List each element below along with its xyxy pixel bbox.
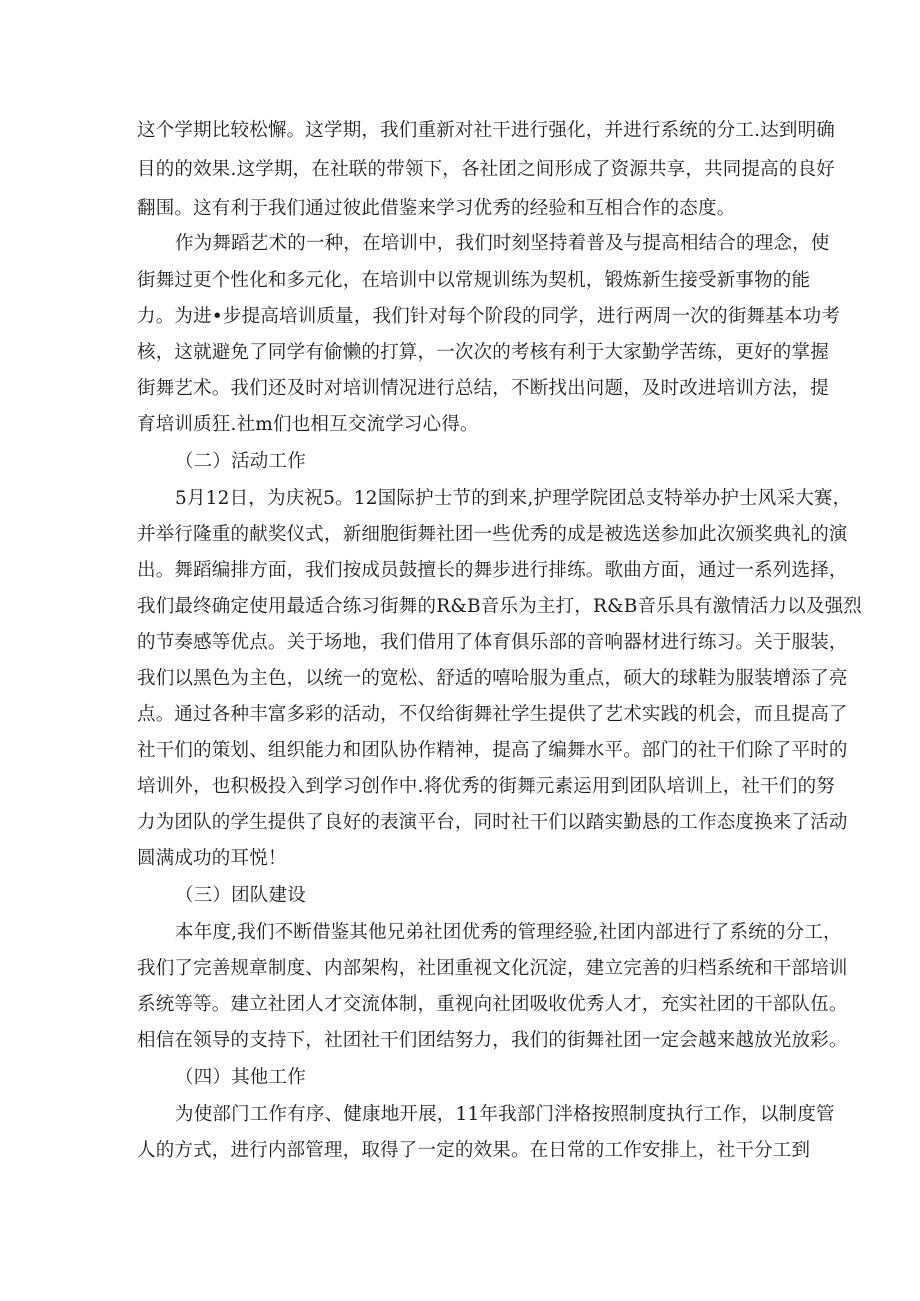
text-line: 圆满成功的耳悦！ bbox=[137, 848, 287, 869]
text-line: 目的的效果.这学期，在社联的带领下，各社团之间形成了资源共享，共同提高的良好 bbox=[137, 159, 835, 180]
paragraph-first-line: 5月12日，为庆祝5。12国际护士节的到来,护理学院团总支特举办护士风采大赛， bbox=[175, 488, 852, 509]
text-line: 这个学期比较松懈。这学期，我们重新对社干进行强化，并进行系统的分工.达到明确 bbox=[137, 120, 835, 141]
paragraph-first-line: 作为舞蹈艺术的一种，在培训中，我们时刻坚持着普及与提高相结合的理念，使 bbox=[175, 233, 830, 254]
text-line: 我们以黑色为主色，以统一的宽松、舒适的嘻哈服为重点，硕大的球鞋为服装增添了亮 bbox=[137, 668, 848, 689]
text-line: 的节奏感等优点。关于场地，我们借用了体育俱乐部的音响器材进行练习。关于服装， bbox=[137, 632, 848, 653]
section-heading: （三）团队建设 bbox=[175, 885, 306, 906]
text-line: 我们了完善规章制度、内部架构，社团重视文化沉淀，建立完善的归档系统和干部培训 bbox=[137, 958, 848, 979]
text-line: 社干们的策划、组织能力和团队协作精神，提高了编舞水平。部门的社干们除了平时的 bbox=[137, 740, 848, 761]
text-line: 并举行隆重的献奖仪式，新细胞街舞社团一些优秀的成是被选送参加此次颁奖典礼的演 bbox=[137, 524, 848, 545]
text-line: 街舞艺术。我们还及时对培训情况进行总结，不断找出问题，及时改进培训方法，提 bbox=[137, 378, 829, 399]
text-line: 翻围。这有利于我们通过彼此借鉴来学习优秀的经验和互相合作的态度。 bbox=[137, 198, 736, 219]
paragraph-first-line: 为使部门工作有序、健康地开展，11年我部门泮格按照制度执行工作，以制度管 bbox=[175, 1104, 835, 1125]
text-line: 育培训质狂.社m们也相互交流学习心得。 bbox=[137, 414, 479, 435]
section-heading: （四）其他工作 bbox=[175, 1067, 306, 1088]
text-line: 核，这就避免了同学有偷懒的打算，一次次的考核有利于大家勤学苦练，更好的掌握 bbox=[137, 342, 829, 363]
text-line: 培训外，也积极投入到学习创作中.将优秀的街舞元素运用到团队培训上，社干们的努 bbox=[137, 776, 835, 797]
text-line: 我们最终确定使用最适合练习街舞的R&B音乐为主打，R&B音乐具有激情活力以及强烈 bbox=[137, 596, 862, 617]
text-line: 系统等等。建立社团人才交流体制，重视向社团吸收优秀人才，充实社团的干部队伍。 bbox=[137, 994, 848, 1015]
text-line: 力。为进•步提高培训质量，我们针对每个阶段的同学，进行两周一次的街舞基本功考 bbox=[137, 306, 841, 327]
text-line: 出。舞蹈编排方面，我们按成员鼓擅长的舞步进行排练。歌曲方面，通过一系列选择， bbox=[137, 560, 848, 581]
text-line: 街舞过更个性化和多元化，在培训中以常规训练为契机，锻炼新生接受新事物的能 bbox=[137, 270, 811, 291]
text-line: 力为团队的学生提供了良好的表演平台，同时社干们以踏实勤恳的工作态度换来了活动 bbox=[137, 812, 848, 833]
paragraph-first-line: 本年度,我们不断借鉴其他兄弟社团优秀的管理经验,社团内部进行了系统的分工， bbox=[175, 922, 842, 943]
text-line: 相信在领导的支持下，社团社干们团结努力，我们的街舞社团一定会越来越放光放彩。 bbox=[137, 1030, 848, 1051]
text-line: 人的方式，进行内部管理，取得了一定的效果。在日常的工作安排上，社干分工到 bbox=[137, 1140, 811, 1161]
section-heading: （二）活动工作 bbox=[175, 451, 306, 472]
text-line: 点。通过各种丰富多彩的活动，不仅给街舞社学生提供了艺术实践的机会，而且提高了 bbox=[137, 704, 848, 725]
